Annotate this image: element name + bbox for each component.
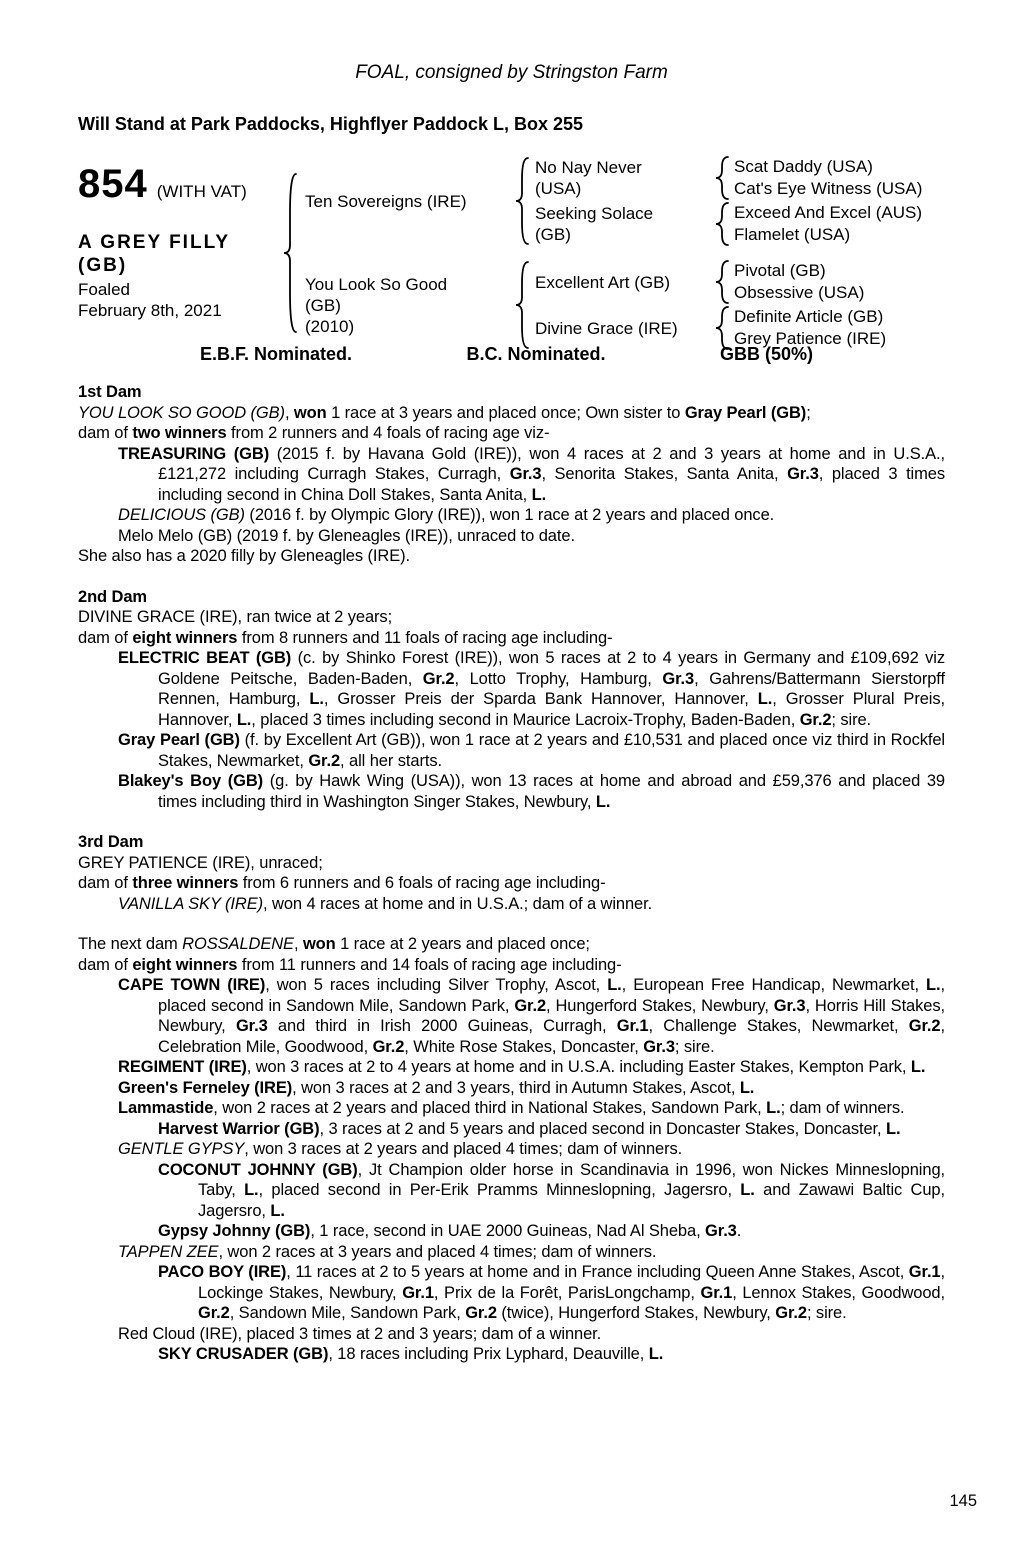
text-run: .: [736, 1222, 742, 1240]
text-run: from 11 runners and 14 foals of racing age including-: [237, 955, 622, 974]
pedigree-name-line: Ten Sovereigns (IRE): [305, 191, 467, 211]
text-run: 1 race at 3 years and placed once; Own sister to: [326, 403, 685, 422]
text-run: TAPPEN ZEE: [118, 1242, 219, 1261]
text-run: , won 3 races at 2 years and placed 4 times; dam of winners.: [244, 1140, 683, 1158]
text-run: Gr.3: [787, 465, 819, 483]
text-run: (twice), Hungerford Stakes, Newbury,: [496, 1304, 776, 1322]
text-run: Red Cloud (IRE), placed 3 times at 2 and 3 years; dam of a winner.: [118, 1324, 602, 1343]
produce-paco-boy: [78, 1262, 945, 1324]
text-run: GENTLE GYPSY: [118, 1140, 245, 1158]
pedigree-name-line: Seeking Solace: [535, 204, 654, 223]
text-run: L.: [926, 976, 941, 994]
text-run: , European Free Handicap, Newmarket,: [621, 976, 927, 994]
text-run: , placed 3 times including second in Maurice Lacroix-Trophy, Baden-Baden,: [251, 710, 800, 729]
text-run: Gr.2: [465, 1304, 497, 1322]
text-run: , Gahrens/Battermann Sierstorpff Rennen, Hamburg,: [158, 669, 945, 708]
pedigree-name-line: Excellent Art (GB): [535, 272, 671, 292]
text-run: Gr.2: [908, 1017, 941, 1035]
text-run: L.: [885, 1119, 901, 1138]
pedigree-sire-dam-dam: Flamelet (USA): [734, 225, 851, 244]
pedigree-dam: [297, 274, 515, 337]
pedigree-dam-dam: [529, 318, 715, 339]
produce-blakeys-boy: [78, 771, 945, 812]
text-run: Blakey's Boy (GB): [118, 772, 264, 790]
pedigree-dam-dam-dam: Grey Patience (IRE): [734, 329, 887, 348]
text-run: , 18 races including Prix Lyphard, Deauville,: [328, 1345, 649, 1363]
text-run: Gray Pearl (GB): [118, 731, 240, 749]
text-run: 3rd Dam: [78, 833, 144, 851]
produce-greens-ferneley: [78, 1078, 945, 1099]
text-run: L.: [766, 1099, 781, 1117]
pedigree-dam-sire-sire: Pivotal (GB): [734, 261, 826, 280]
pedigree-name-line: No Nay Never: [535, 158, 642, 177]
text-run: Gr.2: [799, 710, 832, 729]
pedigree-sire-parents: [529, 155, 922, 247]
text-run: TREASURING (GB): [118, 444, 270, 463]
pedigree-dam-dam-parents: [729, 306, 886, 350]
text-run: ; dam of winners.: [780, 1099, 905, 1117]
text-run: dam of: [78, 955, 133, 974]
text-run: , Lotto Trophy, Hamburg,: [454, 669, 663, 688]
produce-cape-town: [78, 975, 945, 1057]
text-run: won: [293, 403, 327, 422]
produce-melo-melo: [78, 526, 945, 547]
text-run: Gr.2: [308, 751, 341, 770]
text-run: Melo Melo (GB) (2019 f. by Gleneagles (IRE)), unraced to date.: [118, 526, 575, 545]
dam2-produce-intro: [78, 628, 945, 649]
text-run: dam of: [78, 628, 133, 647]
pedigree-dam-sire-dam: Obsessive (USA): [734, 283, 865, 302]
text-run: , Lockinge Stakes, Newbury,: [198, 1263, 945, 1302]
text-run: , Challenge Stakes, Newmarket,: [648, 1017, 909, 1035]
pedigree-brace: [715, 202, 729, 246]
text-run: ; sire.: [831, 710, 872, 729]
text-run: , Lennox Stakes, Goodwood,: [732, 1283, 945, 1302]
text-run: , all her starts.: [340, 751, 442, 770]
text-run: , 11 races at 2 to 5 years at home and in France including Queen Anne Stakes, Ascot,: [286, 1263, 909, 1281]
text-run: Harvest Warrior (GB): [158, 1119, 320, 1138]
text-run: DIVINE GRACE (IRE), ran twice at 2 years;: [78, 608, 393, 626]
text-run: L.: [595, 792, 611, 811]
pedigree-sire-dam-parents: [729, 202, 922, 246]
horse-description-line1: A GREY FILLY: [78, 232, 231, 253]
pedigree-brace: [515, 157, 529, 245]
text-run: ,: [284, 403, 294, 422]
text-run: Gr.2: [372, 1037, 405, 1056]
text-run: Gypsy Johnny (GB): [158, 1222, 311, 1240]
pedigree-dam-sire: [529, 272, 715, 293]
pedigree-name-line: You Look So Good: [305, 274, 448, 294]
text-run: YOU LOOK SO GOOD (GB): [78, 403, 285, 422]
text-run: , Prix de la Forêt, ParisLongchamp,: [433, 1283, 701, 1302]
next-dam-produce-intro: [78, 955, 945, 976]
text-run: eight winners: [132, 628, 238, 647]
text-run: ELECTRIC BEAT (GB): [118, 649, 292, 667]
produce-tappen-zee: [78, 1242, 945, 1263]
dam1-note: [78, 546, 945, 567]
pedigree-dam-parents: [529, 259, 886, 351]
pedigree-sire-sire-sire: Scat Daddy (USA): [734, 157, 873, 176]
text-run: , won 3 races at 2 to 4 years at home and in U.S.A. including Easter Stakes, Kempton Park,: [246, 1058, 911, 1076]
lot-identity: [78, 161, 290, 321]
text-run: (2015 f. by Havana Gold (IRE)), won 4 races at 2 and 3 years at home and in U.S.A., £121,272 including Curragh Stakes, Curragh,: [158, 444, 945, 483]
text-run: REGIMENT (IRE): [118, 1058, 247, 1076]
heading-1st-dam: [78, 382, 945, 403]
text-run: from 8 runners and 11 foals of racing age including-: [237, 628, 613, 647]
text-run: 1st Dam: [78, 383, 142, 401]
text-run: ,: [293, 935, 303, 953]
text-run: Gr.3: [509, 465, 542, 483]
text-run: Green's Ferneley (IRE): [118, 1078, 293, 1097]
pedigree-name-line: (USA): [535, 179, 582, 198]
text-run: , Celebration Mile, Goodwood,: [158, 1017, 945, 1056]
pedigree-table: [283, 153, 922, 353]
text-run: three winners: [132, 874, 239, 892]
pedigree-dam-dam-sire: Definite Article (GB): [734, 307, 884, 326]
text-run: , Horris Hill Stakes, Newbury,: [158, 996, 945, 1035]
pedigree-brace: [283, 173, 297, 333]
produce-gentle-gypsy: [78, 1139, 945, 1160]
text-run: , placed 3 times including second in China Doll Stakes, Santa Anita,: [158, 465, 945, 504]
text-run: GREY PATIENCE (IRE), unraced;: [78, 853, 323, 872]
text-run: DELICIOUS (GB): [118, 506, 245, 524]
pedigree-name-line: Divine Grace (IRE): [535, 318, 678, 338]
text-run: Gr.1: [700, 1283, 733, 1302]
text-run: Gr.2: [198, 1304, 230, 1322]
stand-location: Will Stand at Park Paddocks, Highflyer Paddock L, Box 255: [78, 114, 583, 134]
produce-vanilla-sky: [78, 894, 945, 915]
text-run: 2nd Dam: [78, 587, 147, 606]
pedigree-quarter-dam-sire: [529, 259, 886, 305]
heading-2nd-dam: [78, 587, 945, 608]
text-run: (f. by Excellent Art (GB)), won 1 race at 2 years and £10,531 and placed once viz third in Rockfel Stakes, Newmarket,: [158, 731, 945, 770]
text-run: , 1 race, second in UAE 2000 Guineas, Nad Al Sheba,: [310, 1222, 706, 1240]
text-run: L.: [739, 1078, 755, 1097]
text-run: Gr.1: [402, 1283, 434, 1302]
text-run: , Hungerford Stakes, Newbury,: [546, 996, 774, 1015]
text-run: Gr.2: [775, 1304, 807, 1322]
text-run: , placed second in Sandown Mile, Sandown Park,: [158, 976, 945, 1015]
text-run: (c. by Shinko Forest (IRE)), won 5 races at 2 to 4 years in Germany and £109,692 viz Goldene Peitsche, Baden-Baden,: [158, 649, 945, 688]
text-run: L.: [244, 1181, 259, 1199]
text-run: Gray Pearl (GB): [684, 403, 807, 422]
horse-description: [78, 231, 290, 277]
produce-regiment: [78, 1057, 945, 1078]
text-run: and Zawawi Baltic Cup, Jagersro,: [198, 1181, 945, 1220]
pedigree-sire-sire-parents: [729, 156, 922, 200]
text-run: and third in Irish 2000 Guineas, Curragh,: [267, 1017, 617, 1035]
lot-number-line: [78, 161, 290, 207]
text-run: Gr.2: [514, 996, 547, 1015]
pedigree-dam-sire-parents: [729, 260, 864, 304]
pedigree-name-line: (GB): [305, 295, 341, 315]
text-run: Lammastide: [118, 1099, 214, 1117]
text-run: Gr.2: [422, 669, 455, 688]
pedigree-half-dam: [297, 259, 922, 351]
text-run: ; sire.: [806, 1304, 847, 1322]
text-run: L.: [236, 710, 252, 729]
text-run: (2016 f. by Olympic Glory (IRE)), won 1 race at 2 years and placed once.: [244, 506, 775, 524]
text-run: , White Rose Stakes, Doncaster,: [404, 1037, 644, 1056]
pedigree-sire-dam-sire: Exceed And Excel (AUS): [734, 203, 923, 222]
text-run: The next dam: [78, 935, 183, 953]
text-run: L.: [309, 690, 324, 708]
text-run: (g. by Hawk Wing (USA)), won 13 races at home and abroad and £59,376 and placed 39 times including third in Washington Singer Stakes, Newbury,: [158, 772, 945, 811]
text-run: won: [302, 935, 336, 953]
produce-coconut-johnny: [78, 1160, 945, 1222]
pedigree-half-sire: [297, 155, 922, 247]
text-run: CAPE TOWN (IRE): [118, 976, 266, 994]
produce-electric-beat: [78, 648, 945, 730]
text-run: COCONUT JOHNNY (GB): [158, 1160, 358, 1179]
text-run: Gr.3: [643, 1037, 675, 1056]
text-run: , won 5 races including Silver Trophy, Ascot,: [265, 976, 608, 994]
vat-note: (WITH VAT): [156, 182, 247, 201]
pedigree-brace: [715, 306, 729, 350]
pedigree-brace: [715, 156, 729, 200]
pedigree-text: [78, 382, 945, 1365]
text-run: Gr.1: [616, 1017, 649, 1035]
text-run: from 6 runners and 6 foals of racing age including-: [238, 874, 606, 892]
pedigree-quarter-sire-dam: [529, 201, 922, 247]
text-run: ROSSALDENE: [182, 935, 294, 953]
text-run: , Grosser Preis der Sparda Bank Hannover, Hannover,: [323, 690, 758, 708]
text-run: L.: [648, 1345, 664, 1363]
text-run: , won 2 races at 3 years and placed 4 times; dam of winners.: [218, 1242, 657, 1261]
text-run: L.: [910, 1058, 926, 1076]
foaled-label: Foaled: [78, 280, 130, 299]
produce-lammastide: [78, 1098, 945, 1119]
text-run: Gr.3: [235, 1017, 268, 1035]
pedigree-brace: [715, 260, 729, 304]
pedigree-quarter-sire-sire: [529, 155, 922, 201]
text-run: , won 3 races at 2 and 3 years, third in Autumn Stakes, Ascot,: [292, 1078, 740, 1097]
consignment-title: FOAL, consigned by Stringston Farm: [355, 62, 668, 83]
text-run: from 2 runners and 4 foals of racing age viz-: [226, 424, 550, 442]
text-run: , placed second in Per-Erik Pramms Minneslopning, Jagersro,: [258, 1181, 741, 1199]
dam1-produce-intro: [78, 423, 945, 444]
text-run: Gr.3: [662, 669, 695, 688]
produce-sky-crusader: [78, 1344, 945, 1365]
text-run: two winners: [132, 424, 227, 442]
ebf-nominated: E.B.F. Nominated.: [200, 344, 353, 364]
produce-red-cloud: [78, 1324, 945, 1345]
pedigree-name-line: (2010): [305, 316, 355, 336]
page-content: [0, 62, 1024, 1365]
text-run: She also has a 2020 filly by Gleneagles (IRE).: [78, 547, 410, 565]
dam3-produce-intro: [78, 873, 945, 894]
pedigree-generations: [297, 155, 922, 351]
foaled-date: February 8th, 2021: [78, 301, 222, 320]
next-dam-record: [78, 934, 945, 955]
produce-harvest-warrior: [78, 1119, 945, 1140]
text-run: SKY CRUSADER (GB): [158, 1345, 329, 1363]
text-run: L.: [531, 485, 547, 504]
page-number: 145: [949, 1492, 977, 1510]
lot-pedigree-area: [78, 157, 945, 348]
pedigree-sire: [297, 191, 515, 212]
text-run: Gr.1: [908, 1263, 941, 1281]
produce-delicious: [78, 505, 945, 526]
text-run: , Grosser Plural Preis, Hannover,: [158, 690, 945, 729]
text-run: ; sire.: [674, 1037, 715, 1056]
horse-description-line2: (GB): [78, 255, 128, 276]
text-run: , Jt Champion older horse in Scandinavia in 1996, won Nickes Minneslopning, Taby,: [198, 1160, 946, 1199]
pedigree-brace: [515, 261, 529, 349]
text-run: L.: [270, 1201, 285, 1220]
produce-gray-pearl: [78, 730, 945, 771]
pedigree-quarter-dam-dam: [529, 305, 886, 351]
text-run: , won 2 races at 2 years and placed third in National Stakes, Sandown Park,: [213, 1099, 767, 1117]
pedigree-sire-sire-dam: Cat's Eye Witness (USA): [734, 179, 923, 198]
text-run: Gr.3: [705, 1222, 737, 1240]
pedigree-sire-dam: [529, 203, 715, 245]
pedigree-name-line: (GB): [535, 225, 571, 244]
produce-treasuring: [78, 444, 945, 506]
text-run: eight winners: [132, 955, 238, 974]
text-run: , won 4 races at home and in U.S.A.; dam of a winner.: [263, 894, 653, 913]
text-run: , 3 races at 2 and 5 years and placed second in Doncaster Stakes, Doncaster,: [319, 1119, 886, 1138]
text-run: dam of: [78, 874, 133, 892]
text-run: 1 race at 2 years and placed once;: [335, 935, 590, 953]
pedigree-sire-sire: [529, 157, 715, 199]
text-run: L.: [740, 1181, 755, 1199]
lot-number: 854: [78, 162, 148, 206]
text-run: PACO BOY (IRE): [158, 1263, 287, 1281]
produce-gypsy-johnny: [78, 1221, 945, 1242]
heading-3rd-dam: [78, 832, 945, 853]
dam3-record: [78, 853, 945, 874]
text-run: ;: [806, 403, 811, 422]
bc-nominated: B.C. Nominated.: [466, 344, 606, 364]
text-run: dam of: [78, 424, 133, 442]
text-run: L.: [757, 690, 773, 708]
text-run: VANILLA SKY (IRE): [118, 894, 264, 913]
dam1-record: [78, 403, 945, 424]
gbb-note: GBB (50%): [719, 344, 813, 364]
text-run: , Senorita Stakes, Santa Anita,: [541, 465, 788, 483]
text-run: L.: [607, 976, 622, 994]
text-run: , Sandown Mile, Sandown Park,: [229, 1304, 466, 1322]
text-run: Gr.3: [773, 996, 806, 1015]
dam2-record: [78, 607, 945, 628]
